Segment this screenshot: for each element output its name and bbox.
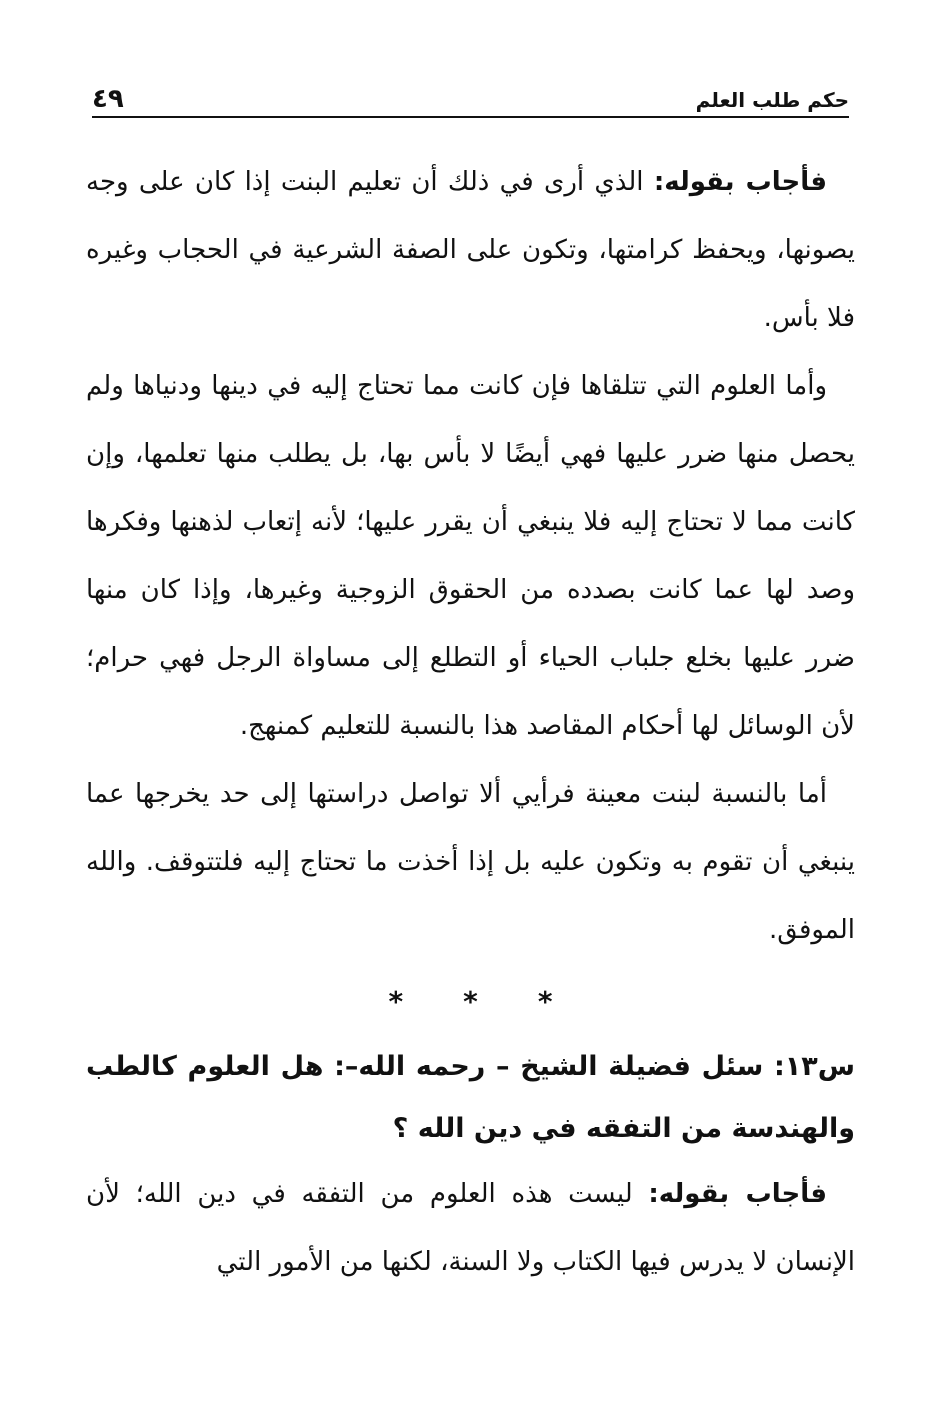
paragraph-2: [86, 352, 855, 760]
answer-lead: فأجاب بقوله:: [648, 1179, 828, 1209]
paragraph-text: ليست هذه العلوم من التفقه في دين الله؛ لأن الإنسان لا يدرس فيها الكتاب ولا السنة، لكنها من الأمور التي: [86, 1179, 855, 1277]
header-title: حكم طلب العلم: [695, 88, 849, 112]
answer-paragraph-13: [86, 1160, 855, 1296]
body-text: [86, 148, 855, 1296]
separator-star: *: [463, 985, 478, 1018]
answer-paragraph-1: [86, 148, 855, 352]
paragraph-text: وأما العلوم التي تتلقاها فإن كانت مما تحتاج إليه في دينها ودنياها ولم يحصل منها ضرر عليها فهي أيضًا لا بأس بها، بل يطلب منها تعلمها، وإن كانت مما لا تحتاج إليه فلا ينبغي أن يقرر عليها؛ لأنه إتعاب لذهنها وفكرها وصد لها عما كانت بصدده من الحقوق الزوجية وغيرها، وإذا كان منها ضرر عليها بخلع جلباب الحياء أو التطلع إلى مساواة الرجل فهي حرام؛ لأن الوسائل لها أحكام المقاصد هذا بالنسبة للتعليم كمنهج.: [86, 371, 855, 741]
paragraph-text: الذي أرى في ذلك أن تعليم البنت إذا كان على وجه يصونها، ويحفظ كرامتها، وتكون على الصفة الشرعية في الحجاب وغيره فلا بأس.: [86, 167, 855, 333]
separator-star: *: [388, 985, 404, 1018]
section-separator: [86, 968, 855, 1036]
paragraph-3: [86, 760, 855, 964]
page-number: ٤٩: [92, 84, 124, 114]
separator-star: *: [537, 985, 553, 1018]
paragraph-text: أما بالنسبة لبنت معينة فرأيي ألا تواصل دراستها إلى حد يخرجها عما ينبغي أن تقوم به وتكون عليه بل إذا أخذت ما تحتاج إليه فلتتوقف. والله الموفق.: [86, 779, 855, 945]
running-header: [92, 80, 849, 118]
answer-lead: فأجاب بقوله:: [653, 167, 827, 197]
question-text: س١٣: سئل فضيلة الشيخ – رحمه الله–: هل العلوم كالطب والهندسة من التفقه في دين الله ؟: [86, 1051, 855, 1144]
question-13: [86, 1036, 855, 1160]
